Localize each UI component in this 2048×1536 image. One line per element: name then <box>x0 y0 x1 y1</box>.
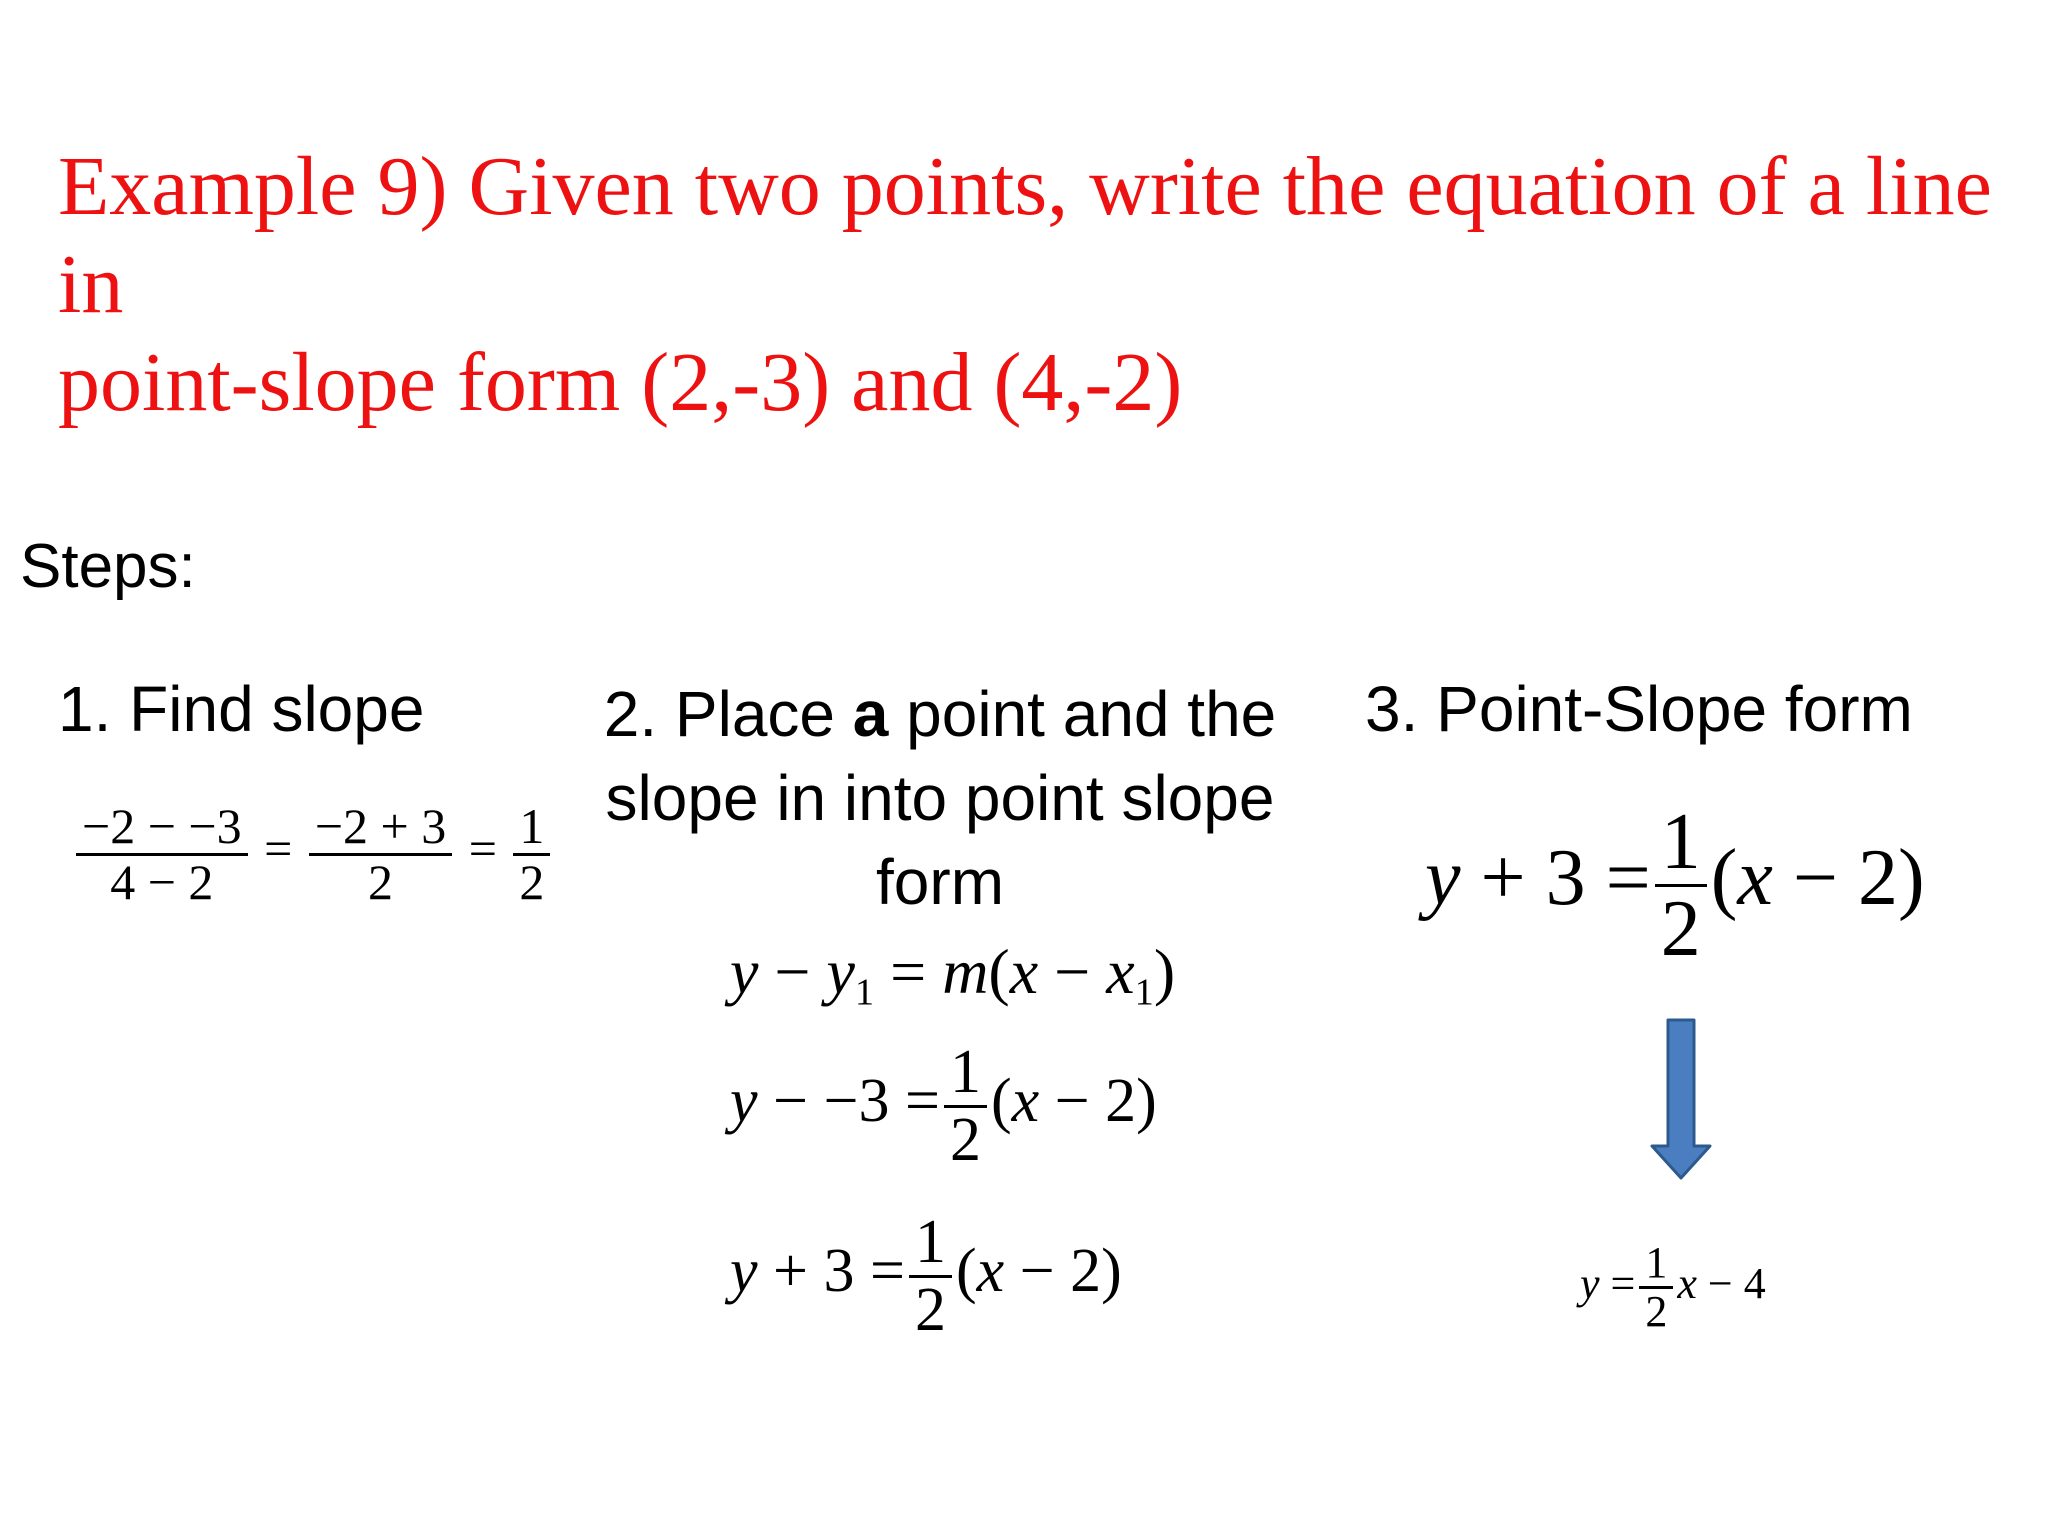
fraction-numerator: 1 <box>949 1038 981 1106</box>
slope-fraction <box>944 1040 987 1173</box>
var-x1: x <box>1106 936 1135 1007</box>
slope-fraction-1-numerator: −2 − −3 <box>82 798 242 854</box>
slope-fraction-3-denominator: 2 <box>519 853 545 910</box>
var-y: y <box>730 1066 758 1135</box>
minus-sign: − <box>758 936 827 1007</box>
slope-fraction-3-numerator: 1 <box>519 798 545 854</box>
steps-label: Steps: <box>20 532 196 601</box>
slope-fraction <box>909 1210 952 1343</box>
equals-sign: = <box>468 820 497 877</box>
var-x: x <box>1737 833 1773 922</box>
rhs-rest: − 2) <box>1039 1066 1157 1135</box>
slope-fraction <box>1639 1240 1673 1335</box>
subscript-1: 1 <box>1134 971 1154 1014</box>
slope-fraction-2 <box>309 800 452 908</box>
substitution-equation-2 <box>730 1210 1122 1343</box>
var-x: x <box>1677 1258 1697 1308</box>
slope-fraction-2-denominator: 2 <box>368 853 394 910</box>
rhs-rest: − 2) <box>1772 833 1925 922</box>
fraction-denominator: 2 <box>1660 885 1701 973</box>
var-y1: y <box>826 936 855 1007</box>
var-x: x <box>1011 1066 1040 1135</box>
open-paren: ( <box>988 936 1010 1007</box>
rhs-rest: − 4 <box>1696 1258 1766 1308</box>
slope-fraction-2-numerator: −2 + 3 <box>314 798 447 854</box>
equals-sign: = <box>264 820 293 877</box>
fraction-denominator: 2 <box>949 1106 981 1175</box>
slope-fraction-3 <box>513 800 550 908</box>
point-slope-general-formula <box>730 935 1175 1015</box>
step1-heading: 1. Find slope <box>58 673 425 745</box>
var-m: m <box>942 936 989 1007</box>
close-paren: ) <box>1153 936 1176 1007</box>
equals-sign: = <box>874 936 943 1007</box>
step3-heading: 3. Point-Slope form <box>1365 673 1913 745</box>
minus-sign: − <box>1038 936 1107 1007</box>
step2-heading-post: point and the slope in into point slope form <box>605 678 1277 918</box>
slope-intercept-equation <box>1580 1240 1766 1335</box>
slope-fraction-1 <box>76 800 248 908</box>
open-paren: ( <box>990 1066 1012 1135</box>
var-y: y <box>1580 1258 1600 1308</box>
var-x: x <box>1009 936 1039 1007</box>
lhs-rest: = <box>1599 1258 1636 1308</box>
var-y: y <box>1425 833 1461 922</box>
lhs-rest: + 3 = <box>757 1236 905 1305</box>
fraction-numerator: 1 <box>1645 1238 1668 1287</box>
slope-fraction <box>1655 800 1707 971</box>
down-arrow-icon <box>1650 1018 1712 1180</box>
var-y: y <box>730 936 759 1007</box>
slope-fraction-1-denominator: 4 − 2 <box>110 853 214 910</box>
slope-equation <box>72 800 554 908</box>
slide-title <box>58 138 2018 432</box>
fraction-numerator: 1 <box>914 1208 946 1276</box>
fraction-denominator: 2 <box>1645 1287 1668 1337</box>
var-x: x <box>976 1236 1005 1305</box>
point-slope-result-equation <box>1425 800 1925 971</box>
lhs-rest: + 3 = <box>1460 833 1651 922</box>
lhs-rest: − −3 = <box>757 1066 940 1135</box>
substitution-equation-1 <box>730 1040 1157 1173</box>
step2-heading <box>600 672 1280 924</box>
open-paren: ( <box>955 1236 977 1305</box>
fraction-denominator: 2 <box>914 1276 946 1345</box>
rhs-rest: − 2) <box>1004 1236 1122 1305</box>
step2-heading-pre: 2. Place <box>603 678 853 750</box>
title-line-1: Example 9) Given two points, write the equation of a line in <box>58 140 1992 331</box>
subscript-1: 1 <box>854 971 875 1014</box>
fraction-numerator: 1 <box>1660 798 1701 886</box>
title-line-2: point-slope form (2,-3) and (4,-2) <box>58 336 1183 429</box>
open-paren: ( <box>1710 833 1738 922</box>
step2-heading-bold: a <box>852 678 889 750</box>
var-y: y <box>730 1236 758 1305</box>
